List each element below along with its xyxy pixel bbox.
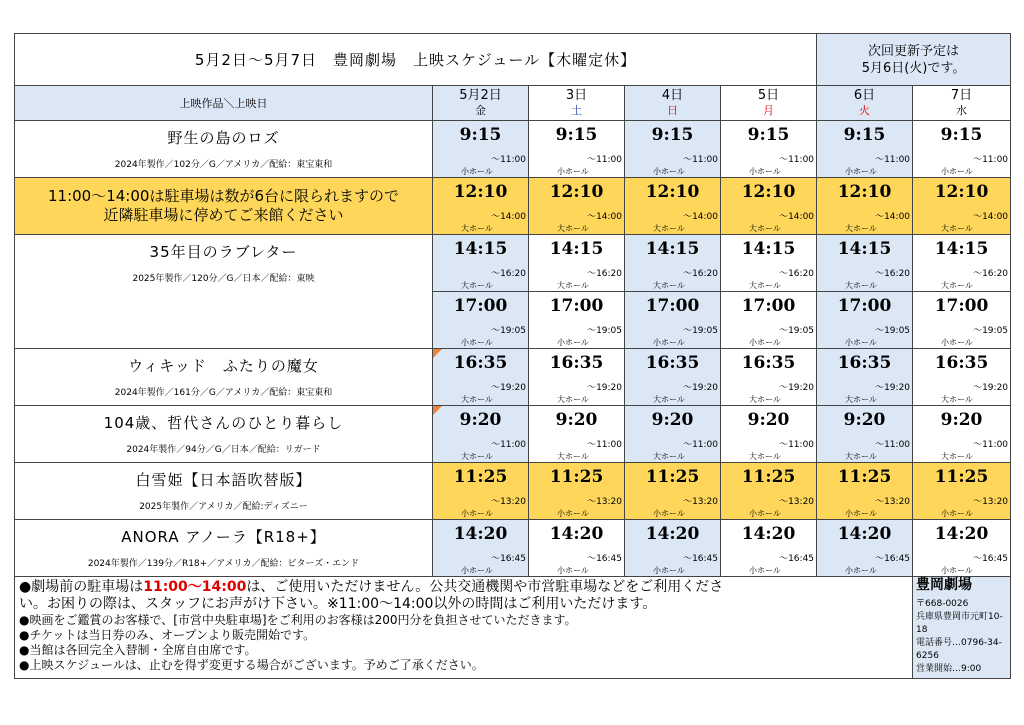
end-time: ～16:20 bbox=[779, 269, 815, 279]
hall-name: 大ホール bbox=[845, 281, 877, 290]
showtime-slot bbox=[433, 349, 529, 406]
end-time: ～16:45 bbox=[779, 554, 815, 564]
hall-name: 大ホール bbox=[941, 281, 973, 290]
showtime-slot bbox=[529, 235, 625, 292]
hall-name: 小ホール bbox=[749, 509, 781, 518]
parking-note-time: 11:00～14:00 bbox=[143, 579, 247, 595]
seating-note: ●当館は各回完全入替制・全席自由席です。 bbox=[19, 643, 257, 657]
showtime-slot bbox=[625, 292, 721, 349]
schedule-table bbox=[14, 33, 1011, 679]
hall-name: 小ホール bbox=[845, 566, 877, 575]
start-time: 9:20 bbox=[459, 410, 502, 430]
start-time: 9:20 bbox=[940, 410, 983, 430]
hall-name: 大ホール bbox=[653, 224, 685, 233]
day-weekday: 土 bbox=[571, 104, 582, 117]
parking-note bbox=[19, 579, 908, 596]
hall-name: 大ホール bbox=[461, 281, 493, 290]
showtime-slot bbox=[913, 292, 1011, 349]
showtime-slot bbox=[529, 406, 625, 463]
showtime-slot bbox=[817, 406, 913, 463]
parking-notice-line-1: 11:00～14:00は駐車場は数が6台に限られますので bbox=[47, 187, 399, 205]
hall-name: 大ホール bbox=[557, 281, 589, 290]
end-time: ～13:20 bbox=[973, 497, 1009, 507]
start-time: 14:20 bbox=[934, 524, 989, 544]
day-weekday: 月 bbox=[763, 104, 774, 117]
showtime-slot bbox=[529, 520, 625, 577]
end-time: ～11:00 bbox=[491, 440, 526, 450]
start-time: 14:15 bbox=[453, 239, 508, 259]
start-time: 9:15 bbox=[747, 125, 790, 145]
end-time: ～14:00 bbox=[973, 212, 1009, 222]
showtime-slot bbox=[625, 520, 721, 577]
start-time: 14:15 bbox=[837, 239, 892, 259]
hall-name: 小ホール bbox=[557, 509, 589, 518]
hall-name: 小ホール bbox=[461, 566, 493, 575]
showtime-slot bbox=[721, 463, 817, 520]
schedule-change-note: ●上映スケジュールは、止むを得ず変更する場合がございます。予めご了承ください。 bbox=[19, 658, 484, 672]
end-time: ～16:45 bbox=[491, 554, 526, 564]
end-time: ～14:00 bbox=[779, 212, 815, 222]
day-header bbox=[529, 86, 625, 121]
showtime-slot bbox=[433, 520, 529, 577]
film-meta: 2024年製作／139分／R18+／アメリカ／配給：ビターズ・エンド bbox=[87, 559, 360, 569]
hall-name: 小ホール bbox=[653, 509, 685, 518]
end-time: ～11:00 bbox=[875, 155, 911, 165]
start-time: 14:15 bbox=[549, 239, 604, 259]
showtime-slot bbox=[721, 520, 817, 577]
end-time: ～11:00 bbox=[683, 155, 718, 165]
end-time: ～16:45 bbox=[875, 554, 911, 564]
showtime-slot bbox=[433, 235, 529, 292]
film-title: 白雪姫【日本語吹替版】 bbox=[135, 471, 312, 489]
start-time: 17:00 bbox=[837, 296, 892, 316]
start-time: 12:10 bbox=[549, 182, 604, 202]
start-time: 12:10 bbox=[934, 182, 989, 202]
showtime-slot bbox=[433, 292, 529, 349]
hall-name: 大ホール bbox=[749, 395, 781, 404]
film-info bbox=[15, 463, 433, 520]
theater-name: 豊岡劇場 bbox=[916, 577, 973, 593]
hall-name: 小ホール bbox=[557, 167, 589, 176]
hall-name: 大ホール bbox=[557, 395, 589, 404]
theater-phone: 電話番号…0796-34-6256 bbox=[916, 638, 1002, 661]
update-line-2: 5月6日(火)です。 bbox=[861, 60, 966, 76]
hall-name: 小ホール bbox=[749, 338, 781, 347]
showtime-slot bbox=[913, 406, 1011, 463]
showtime-slot bbox=[529, 121, 625, 178]
schedule-row bbox=[15, 520, 1011, 577]
end-time: ～13:20 bbox=[875, 497, 911, 507]
end-time: ～16:20 bbox=[491, 269, 526, 279]
hall-name: 小ホール bbox=[845, 167, 877, 176]
start-time: 11:25 bbox=[934, 467, 989, 487]
hall-name: 大ホール bbox=[941, 395, 973, 404]
next-update-notice bbox=[817, 34, 1011, 86]
hall-name: 大ホール bbox=[461, 452, 493, 461]
hall-name: 小ホール bbox=[749, 167, 781, 176]
end-time: ～19:05 bbox=[683, 326, 718, 336]
footer-row bbox=[15, 577, 1011, 679]
hall-name: 大ホール bbox=[845, 224, 877, 233]
end-time: ～19:20 bbox=[587, 383, 622, 393]
film-title: ウィキッド ふたりの魔女 bbox=[128, 357, 319, 375]
day-header bbox=[625, 86, 721, 121]
film-meta: 2025年製作／120分／G／日本／配給：東映 bbox=[132, 274, 315, 284]
hall-name: 大ホール bbox=[941, 224, 973, 233]
start-time: 9:20 bbox=[747, 410, 790, 430]
end-time: ～11:00 bbox=[587, 155, 622, 165]
showtime-slot bbox=[721, 406, 817, 463]
column-header-label: 上映作品＼上映日 bbox=[15, 86, 433, 121]
title-row bbox=[15, 34, 1011, 86]
showtime-slot bbox=[817, 235, 913, 292]
start-time: 17:00 bbox=[934, 296, 989, 316]
end-time: ～16:45 bbox=[973, 554, 1009, 564]
film-title: 野生の島のロズ bbox=[167, 129, 280, 147]
hall-name: 小ホール bbox=[845, 509, 877, 518]
showtime-slot bbox=[625, 463, 721, 520]
end-time: ～19:20 bbox=[683, 383, 718, 393]
end-time: ～19:20 bbox=[779, 383, 815, 393]
start-time: 17:00 bbox=[741, 296, 796, 316]
end-time: ～13:20 bbox=[779, 497, 815, 507]
end-time: ～13:20 bbox=[587, 497, 622, 507]
end-time: ～11:00 bbox=[779, 440, 815, 450]
hall-name: 小ホール bbox=[461, 338, 493, 347]
showtime-slot bbox=[529, 463, 625, 520]
update-line-1: 次回更新予定は bbox=[868, 43, 960, 59]
showtime-slot bbox=[913, 463, 1011, 520]
start-time: 14:15 bbox=[645, 239, 700, 259]
start-time: 17:00 bbox=[549, 296, 604, 316]
hall-name: 小ホール bbox=[461, 509, 493, 518]
showtime-slot bbox=[625, 178, 721, 235]
start-time: 14:15 bbox=[934, 239, 989, 259]
start-time: 9:15 bbox=[651, 125, 694, 145]
showtime-slot bbox=[625, 349, 721, 406]
showtime-slot bbox=[625, 121, 721, 178]
hall-name: 小ホール bbox=[557, 566, 589, 575]
end-time: ～16:20 bbox=[875, 269, 911, 279]
showtime-slot bbox=[721, 121, 817, 178]
film-meta: 2024年製作／161分／G／アメリカ／配給：東宝東和 bbox=[114, 388, 333, 398]
film-meta: 2024年製作／94分／G／日本／配給：リガード bbox=[126, 445, 321, 455]
new-release-marker-icon bbox=[433, 349, 442, 358]
showtime-slot bbox=[817, 292, 913, 349]
start-time: 9:15 bbox=[459, 125, 502, 145]
hall-name: 大ホール bbox=[845, 452, 877, 461]
day-date: 6日 bbox=[853, 88, 876, 103]
showtime-slot bbox=[529, 349, 625, 406]
end-time: ～19:05 bbox=[973, 326, 1009, 336]
film-title: 104歳、哲代さんのひとり暮らし bbox=[103, 414, 344, 432]
showtime-slot bbox=[625, 406, 721, 463]
hall-name: 大ホール bbox=[749, 452, 781, 461]
start-time: 11:25 bbox=[741, 467, 796, 487]
showtime-slot bbox=[433, 406, 529, 463]
film-title: 35年目のラブレター bbox=[149, 243, 298, 261]
footer-notes bbox=[15, 577, 913, 679]
film-meta: 2024年製作／102分／G／アメリカ／配給：東宝東和 bbox=[114, 160, 333, 170]
hall-name: 小ホール bbox=[653, 338, 685, 347]
film-info bbox=[15, 406, 433, 463]
parking-note-2: い。お困りの際は、スタッフにお声がけ下さい。※11:00～14:00以外の時間はご利用いただけます。 bbox=[19, 596, 657, 612]
end-time: ～19:05 bbox=[587, 326, 622, 336]
start-time: 9:20 bbox=[843, 410, 886, 430]
showtime-slot bbox=[721, 178, 817, 235]
start-time: 17:00 bbox=[645, 296, 700, 316]
parking-fee-note: ●映画をご鑑賞のお客様で、[市営中央駐車場]をご利用のお客様は200円分を負担させていただきます。 bbox=[19, 613, 577, 627]
end-time: ～16:45 bbox=[587, 554, 622, 564]
showtime-slot bbox=[721, 349, 817, 406]
showtime-slot bbox=[529, 178, 625, 235]
showtime-slot bbox=[817, 463, 913, 520]
start-time: 14:20 bbox=[453, 524, 508, 544]
end-time: ～19:20 bbox=[491, 383, 526, 393]
hall-name: 大ホール bbox=[653, 281, 685, 290]
hall-name: 大ホール bbox=[461, 395, 493, 404]
film-info bbox=[15, 121, 433, 178]
hall-name: 大ホール bbox=[653, 395, 685, 404]
hall-name: 小ホール bbox=[461, 167, 493, 176]
showtime-slot bbox=[913, 520, 1011, 577]
theater-hours: 営業開始…9:00 bbox=[916, 664, 982, 674]
start-time: 16:35 bbox=[645, 353, 700, 373]
start-time: 9:15 bbox=[843, 125, 886, 145]
end-time: ～11:00 bbox=[683, 440, 718, 450]
day-header bbox=[817, 86, 913, 121]
day-weekday: 金 bbox=[475, 104, 486, 117]
start-time: 16:35 bbox=[741, 353, 796, 373]
start-time: 11:25 bbox=[453, 467, 508, 487]
showtime-slot bbox=[529, 292, 625, 349]
start-time: 9:20 bbox=[651, 410, 694, 430]
start-time: 11:25 bbox=[549, 467, 604, 487]
hall-name: 小ホール bbox=[941, 566, 973, 575]
end-time: ～14:00 bbox=[875, 212, 911, 222]
end-time: ～11:00 bbox=[587, 440, 622, 450]
showtime-slot bbox=[913, 235, 1011, 292]
start-time: 9:15 bbox=[940, 125, 983, 145]
schedule-row bbox=[15, 178, 1011, 235]
hall-name: 大ホール bbox=[557, 224, 589, 233]
start-time: 12:10 bbox=[453, 182, 508, 202]
showtime-slot bbox=[817, 121, 913, 178]
end-time: ～16:20 bbox=[683, 269, 718, 279]
end-time: ～11:00 bbox=[973, 440, 1009, 450]
day-header bbox=[433, 86, 529, 121]
schedule-row bbox=[15, 121, 1011, 178]
date-header-row bbox=[15, 86, 1011, 121]
day-date: 5日 bbox=[757, 88, 780, 103]
film-info bbox=[15, 520, 433, 577]
hall-name: 小ホール bbox=[557, 338, 589, 347]
showtime-slot bbox=[913, 349, 1011, 406]
end-time: ～14:00 bbox=[587, 212, 622, 222]
day-header bbox=[913, 86, 1011, 121]
hall-name: 小ホール bbox=[653, 566, 685, 575]
end-time: ～14:00 bbox=[491, 212, 526, 222]
schedule-row bbox=[15, 349, 1011, 406]
start-time: 9:20 bbox=[555, 410, 598, 430]
end-time: ～11:00 bbox=[491, 155, 526, 165]
start-time: 14:20 bbox=[645, 524, 700, 544]
start-time: 16:35 bbox=[453, 353, 508, 373]
end-time: ～14:00 bbox=[683, 212, 718, 222]
showtime-slot bbox=[433, 178, 529, 235]
theater-address: 兵庫県豊岡市元町10-18 bbox=[916, 612, 1003, 635]
showtime-slot bbox=[913, 178, 1011, 235]
film-info bbox=[15, 349, 433, 406]
start-time: 14:20 bbox=[549, 524, 604, 544]
end-time: ～11:00 bbox=[875, 440, 911, 450]
hall-name: 大ホール bbox=[749, 281, 781, 290]
hall-name: 小ホール bbox=[941, 167, 973, 176]
hall-name: 大ホール bbox=[461, 224, 493, 233]
end-time: ～11:00 bbox=[779, 155, 815, 165]
start-time: 12:10 bbox=[837, 182, 892, 202]
theater-postal: 〒668-0026 bbox=[916, 599, 969, 609]
day-weekday: 日 bbox=[667, 104, 678, 117]
end-time: ～13:20 bbox=[491, 497, 526, 507]
day-date: 7日 bbox=[950, 88, 973, 103]
showtime-slot bbox=[817, 349, 913, 406]
start-time: 11:25 bbox=[837, 467, 892, 487]
start-time: 14:15 bbox=[741, 239, 796, 259]
start-time: 12:10 bbox=[741, 182, 796, 202]
day-date: 3日 bbox=[565, 88, 588, 103]
schedule-row bbox=[15, 406, 1011, 463]
start-time: 16:35 bbox=[837, 353, 892, 373]
showtime-slot bbox=[817, 178, 913, 235]
new-release-marker-icon bbox=[433, 406, 442, 415]
start-time: 9:15 bbox=[555, 125, 598, 145]
start-time: 11:25 bbox=[645, 467, 700, 487]
showtime-slot bbox=[913, 121, 1011, 178]
showtime-slot bbox=[721, 235, 817, 292]
day-date: 4日 bbox=[661, 88, 684, 103]
end-time: ～19:05 bbox=[491, 326, 526, 336]
parking-note-b: は、ご使用いただけません。公共交通機関や市営駐車場などをご利用くださ bbox=[246, 579, 724, 595]
showtime-slot bbox=[433, 121, 529, 178]
day-date: 5月2日 bbox=[459, 88, 502, 103]
end-time: ～19:20 bbox=[875, 383, 911, 393]
parking-notice-line-2: 近隣駐車場に停めてご来館ください bbox=[103, 206, 344, 224]
end-time: ～16:45 bbox=[683, 554, 718, 564]
showtime-slot bbox=[625, 235, 721, 292]
parking-notice bbox=[15, 178, 433, 235]
film-info bbox=[15, 235, 433, 349]
end-time: ～19:05 bbox=[779, 326, 815, 336]
start-time: 16:35 bbox=[549, 353, 604, 373]
hall-name: 大ホール bbox=[653, 452, 685, 461]
hall-name: 小ホール bbox=[749, 566, 781, 575]
parking-note-a: ●劇場前の駐車場は bbox=[19, 579, 144, 595]
schedule-row bbox=[15, 463, 1011, 520]
showtime-slot bbox=[721, 292, 817, 349]
start-time: 16:35 bbox=[934, 353, 989, 373]
start-time: 12:10 bbox=[645, 182, 700, 202]
end-time: ～16:20 bbox=[973, 269, 1009, 279]
end-time: ～19:05 bbox=[875, 326, 911, 336]
hall-name: 小ホール bbox=[941, 509, 973, 518]
showtime-slot bbox=[433, 463, 529, 520]
hall-name: 大ホール bbox=[557, 452, 589, 461]
film-meta: 2025年製作／アメリカ／配給:ディズニー bbox=[139, 502, 308, 512]
day-weekday: 火 bbox=[859, 104, 871, 117]
ticket-note: ●チケットは当日券のみ、オープンより販売開始です。 bbox=[19, 628, 316, 642]
start-time: 14:20 bbox=[741, 524, 796, 544]
schedule-row bbox=[15, 235, 1011, 292]
day-header bbox=[721, 86, 817, 121]
hall-name: 小ホール bbox=[845, 338, 877, 347]
hall-name: 大ホール bbox=[941, 452, 973, 461]
day-weekday: 水 bbox=[956, 104, 968, 117]
film-title: ANORA アノーラ【R18+】 bbox=[121, 528, 326, 546]
end-time: ～13:20 bbox=[683, 497, 718, 507]
start-time: 17:00 bbox=[453, 296, 508, 316]
end-time: ～11:00 bbox=[973, 155, 1009, 165]
theater-info bbox=[913, 577, 1011, 679]
hall-name: 小ホール bbox=[941, 338, 973, 347]
page-title: 5月2日～5月7日 豊岡劇場 上映スケジュール【木曜定休】 bbox=[15, 34, 817, 86]
start-time: 14:20 bbox=[837, 524, 892, 544]
hall-name: 大ホール bbox=[749, 224, 781, 233]
end-time: ～19:20 bbox=[973, 383, 1009, 393]
hall-name: 小ホール bbox=[653, 167, 685, 176]
showtime-slot bbox=[817, 520, 913, 577]
hall-name: 大ホール bbox=[845, 395, 877, 404]
end-time: ～16:20 bbox=[587, 269, 622, 279]
